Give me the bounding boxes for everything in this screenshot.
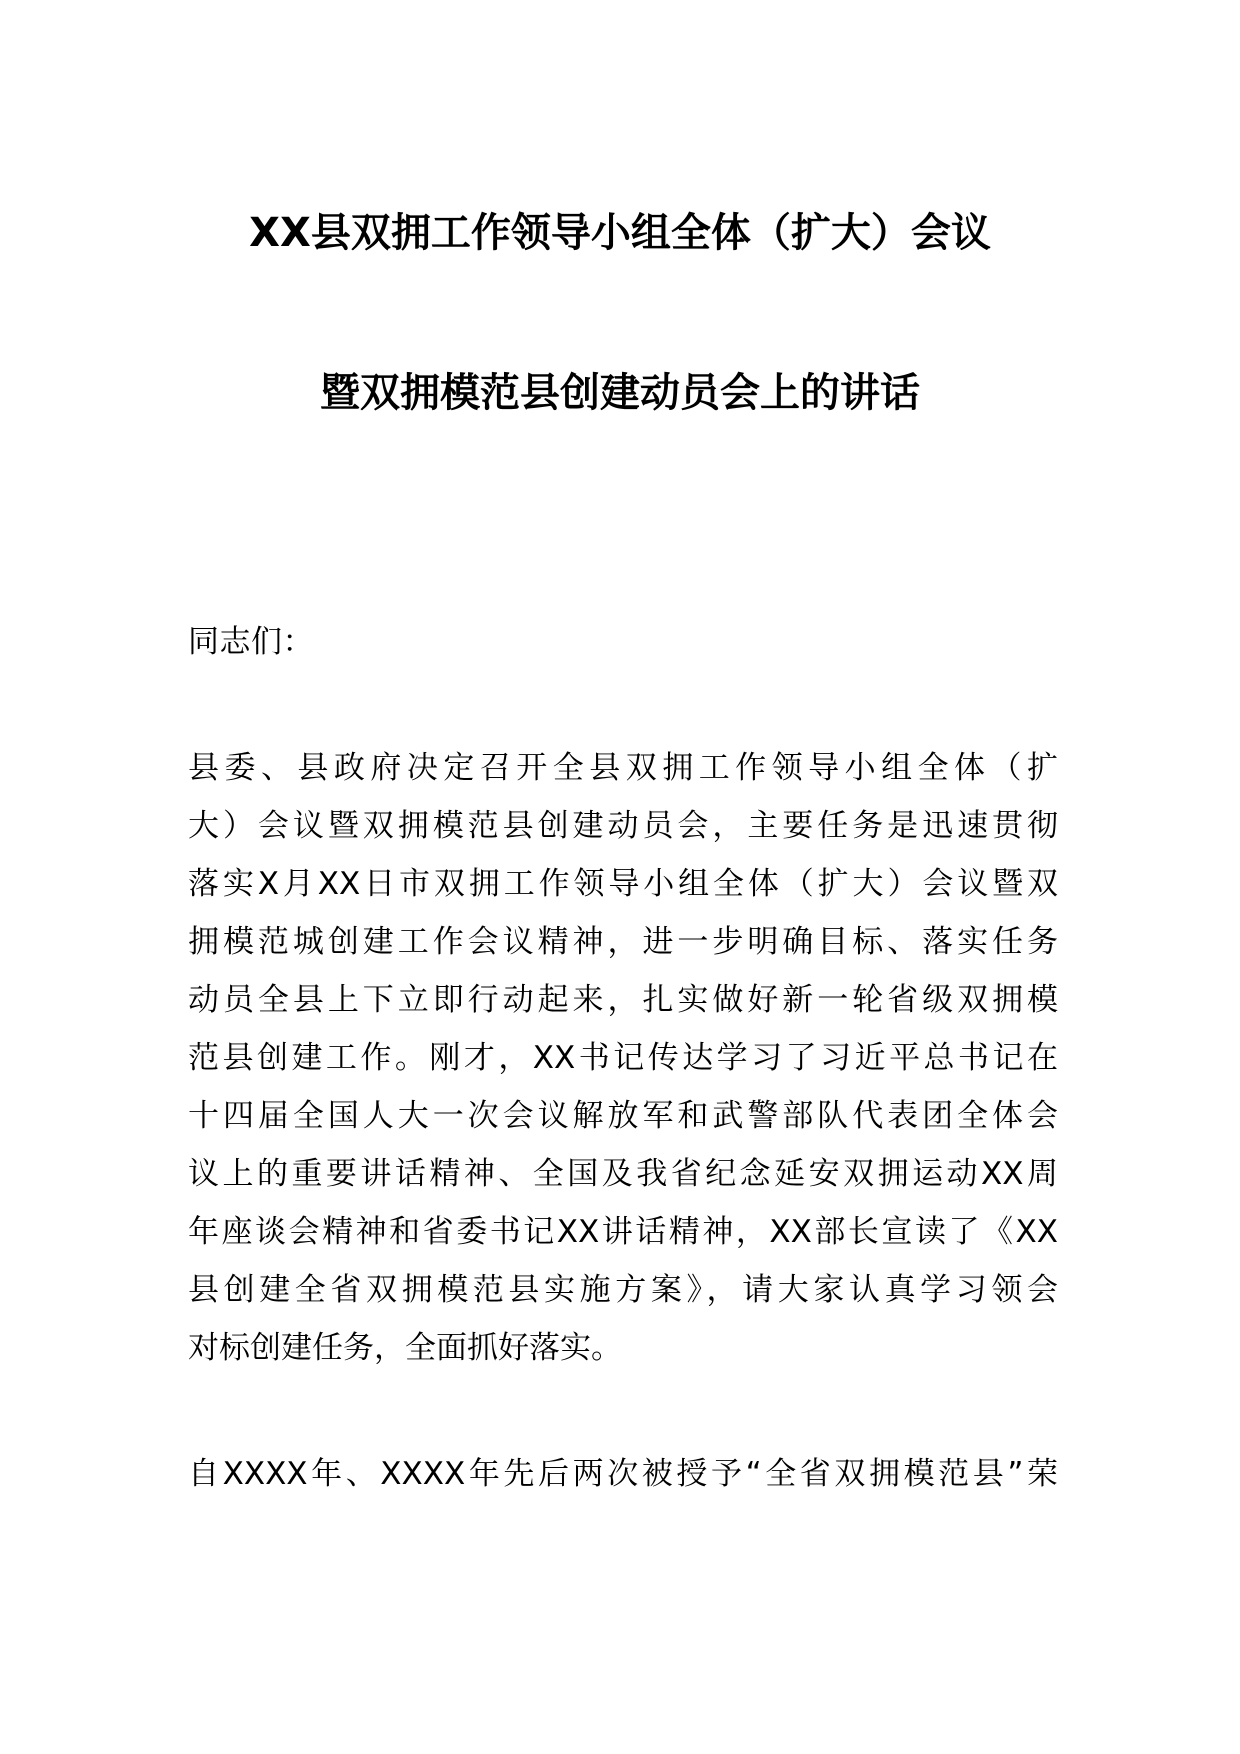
paragraph-line: 自XXXX年、XXXX年先后两次被授予“全省双拥模范县”荣: [188, 1456, 1058, 1492]
paragraph-line: 动员全县上下立即行动起来，扎实做好新一轮省级双拥模: [188, 982, 1058, 1018]
paragraph-line: 落实X月XX日市双拥工作领导小组全体（扩大）会议暨双: [188, 866, 1058, 902]
paragraph-line: 对标创建任务，全面抓好落实。: [188, 1330, 622, 1366]
document-title-line-2: 暨双拥模范县创建动员会上的讲话: [320, 370, 920, 416]
paragraph-line: 年座谈会精神和省委书记XX讲话精神，XX部长宣读了《XX: [188, 1214, 1058, 1250]
document-title-line-1: XX县双拥工作领导小组全体（扩大）会议: [249, 210, 991, 256]
paragraph-line: 议上的重要讲话精神、全国及我省纪念延安双拥运动XX周: [188, 1156, 1058, 1192]
paragraph-line: 范县创建工作。刚才，XX书记传达学习了习近平总书记在: [188, 1040, 1058, 1076]
paragraph-line: 十四届全国人大一次会议解放军和武警部队代表团全体会: [188, 1098, 1058, 1134]
paragraph-line: 县委、县政府决定召开全县双拥工作领导小组全体（扩: [188, 750, 1058, 786]
paragraph-line: 大）会议暨双拥模范县创建动员会，主要任务是迅速贯彻: [188, 808, 1058, 844]
salutation: 同志们：: [188, 624, 314, 660]
paragraph-line: 县创建全省双拥模范县实施方案》，请大家认真学习领会: [188, 1272, 1058, 1308]
paragraph-line: 拥模范城创建工作会议精神，进一步明确目标、落实任务: [188, 924, 1058, 960]
